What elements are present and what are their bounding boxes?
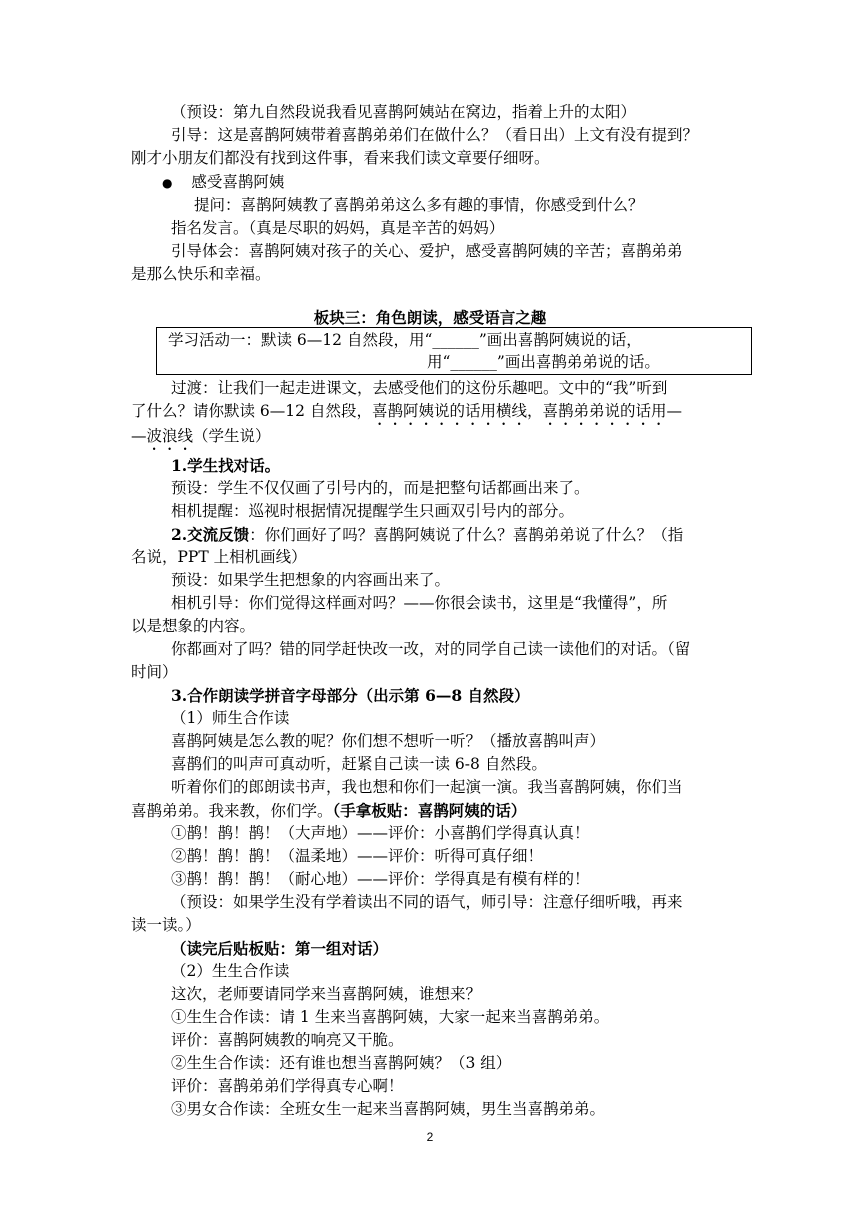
step-3-line-i-cont: 读一读。）: [131, 916, 201, 934]
paragraph-transition: 过渡：让我们一起走进课文，去感受他们的这份乐趣吧。文中的“我”听到: [171, 379, 668, 397]
activity-box: [156, 327, 752, 375]
bullet-item: [162, 171, 284, 195]
paragraph-question: 提问：喜鹊阿姨教了喜鹊弟弟这么多有趣的事情，你感受到什么？: [194, 196, 644, 214]
step-3-sub-2: （2）生生合作读: [171, 962, 290, 980]
paragraph-guide: 引导：这是喜鹊阿姨带着喜鹊弟弟们在做什么？（看日出）上文有没有提到？: [171, 126, 699, 144]
bullet-icon: ●: [162, 176, 173, 190]
paragraph-preset: （预设：第九自然段说我看见喜鹊阿姨站在窝边，指着上升的太阳）: [171, 103, 637, 121]
step-3-title: 3.合作朗读学拼音字母部分（出示第 6—8 自然段）: [171, 686, 530, 705]
step-2-check-cont: 时间）: [131, 663, 178, 681]
activity-line-1: 学习活动一：默读 6—12 自然段，用“______”画出喜鹊阿姨说的话，: [168, 331, 642, 349]
step-3-line-f: ①鹊！鹊！鹊！（大声地）——评价：小喜鹊们学得真认真！: [171, 824, 590, 842]
step-3-line-g: ②鹊！鹊！鹊！（温柔地）——评价：听得可真仔细！: [171, 847, 544, 865]
step-3-line-o: ②生生合作读：还有谁也想当喜鹊阿姨？（3 组）: [171, 1054, 512, 1072]
step-3-line-i: （预设：如果学生没有学着读出不同的语气，师引导：注意仔细听哦，再来: [171, 893, 683, 911]
step-1-preset: 预设：学生不仅仅画了引号内的，而是把整句话都画出来了。: [171, 479, 590, 497]
paragraph-answer: 指名发言。（真是尽职的妈妈，真是辛苦的妈妈）: [171, 219, 505, 237]
step-2-title: 2.交流反馈：你们画好了吗？喜鹊阿姨说了什么？喜鹊弟弟说了什么？（指: [171, 525, 684, 544]
section-heading: 板块三：角色朗读，感受语言之趣: [313, 308, 547, 327]
step-3-line-e: 喜鹊弟弟。我来教，你们学。（手拿板贴：喜鹊阿姨的话）: [131, 801, 527, 820]
paragraph-transition-3: —波浪线（学生说）: [131, 427, 271, 445]
step-2-check: 你都画对了吗？错的同学赶快改一改，对的同学自己读一读他们的对话。（留: [171, 640, 691, 658]
page-number: 2: [426, 1130, 434, 1144]
step-3-line-n: 评价：喜鹊阿姨教的响亮又干脆。: [171, 1031, 404, 1049]
step-3-line-b: 喜鹊阿姨是怎么教的呢？你们想不想听一听？（播放喜鹊叫声）: [171, 732, 606, 750]
step-2-title-cont: 名说，PPT 上相机画线）: [131, 548, 307, 566]
step-3-line-m: ①生生合作读：请 1 生来当喜鹊阿姨，大家一起来当喜鹊弟弟。: [171, 1008, 610, 1026]
step-3-line-d: 听着你们的郎朗读书声，我也想和你们一起演一演。我当喜鹊阿姨，你们当: [171, 778, 683, 796]
step-1-title: 1.学生找对话。: [171, 456, 281, 475]
step-2-preset: 预设：如果学生把想象的内容画出来了。: [171, 571, 451, 589]
step-3-line-j: （读完后贴板贴：第一组对话）: [171, 939, 389, 958]
step-3-line-p: 评价：喜鹊弟弟们学得真专心啊！: [171, 1077, 404, 1095]
step-3-sub-1: （1）师生合作读: [171, 709, 290, 727]
bullet-item-label: 感受喜鹊阿姨: [191, 173, 285, 191]
step-1-reminder: 相机提醒：巡视时根据情况提醒学生只画双引号内的部分。: [171, 502, 575, 520]
step-2-guide-cont: 以是想象的内容。: [131, 617, 256, 635]
paragraph-experience: 引导体会：喜鹊阿姨对孩子的关心、爱护，感受喜鹊阿姨的辛苦；喜鹊弟弟: [171, 242, 683, 260]
paragraph-experience-cont: 是那么快乐和幸福。: [131, 265, 271, 283]
paragraph-guide-cont: 刚才小朋友们都没有找到这件事，看来我们读文章要仔细呀。: [131, 149, 550, 167]
step-3-line-q: ③男女合作读：全班女生一起来当喜鹊阿姨，男生当喜鹊弟弟。: [171, 1100, 606, 1118]
step-3-line-l: 这次，老师要请同学来当喜鹊阿姨，谁想来？: [171, 985, 482, 1003]
step-3-line-c: 喜鹊们的叫声可真动听，赶紧自己读一读 6-8 自然段。: [171, 755, 547, 773]
step-2-guide: 相机引导：你们觉得这样画对吗？——你很会读书，这里是“我懂得”，所: [171, 594, 668, 612]
step-3-line-h: ③鹊！鹊！鹊！（耐心地）——评价：学得真是有模有样的！: [171, 870, 590, 888]
activity-line-2: 用“______”画出喜鹊弟弟说的话。: [427, 353, 660, 371]
paragraph-transition-2: 了什么？请你默读 6—12 自然段，喜鹊阿姨说的话用横线，喜鹊弟弟说的话用—: [131, 402, 682, 420]
